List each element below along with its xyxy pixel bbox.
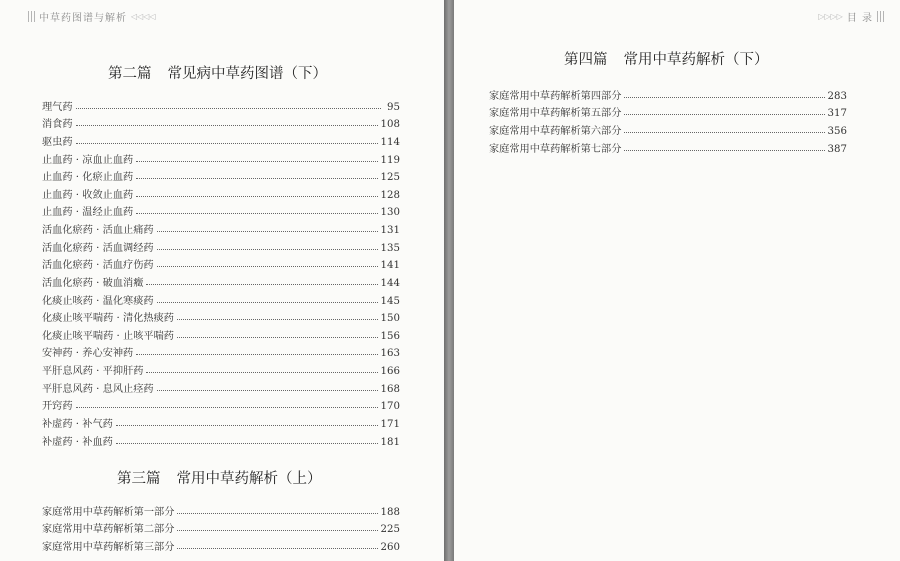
toc-entry-page: 181	[380, 436, 400, 448]
toc-entry-page: 141	[380, 260, 400, 272]
left-running-head-text: 中草药图谱与解析	[39, 13, 127, 24]
toc-entry-title: 化痰止咳平喘药 · 止咳平喘药	[42, 330, 174, 342]
toc-entry-page: 131	[380, 225, 400, 236]
dot-leader	[624, 132, 824, 133]
toc-entry-page: 128	[380, 189, 400, 201]
toc-entry[interactable]	[42, 342, 400, 360]
dot-leader	[136, 161, 377, 162]
section2-heading	[108, 62, 327, 83]
toc-entry-title: 消食药	[42, 119, 73, 131]
section2-toc	[42, 95, 400, 448]
section2-title: 常见病中草药图谱（下）	[167, 66, 327, 82]
toc-entry[interactable]	[489, 119, 847, 137]
toc-entry-page: 163	[380, 348, 400, 360]
dot-leader	[116, 425, 378, 426]
section4-title: 常用中草药解析（下）	[623, 52, 769, 68]
toc-entry[interactable]	[42, 518, 400, 536]
toc-entry-page: 168	[380, 383, 400, 395]
toc-entry[interactable]	[42, 535, 400, 553]
toc-entry[interactable]	[42, 254, 400, 272]
toc-entry-title: 止血药 · 温经止血药	[42, 207, 134, 219]
toc-entry[interactable]	[42, 412, 400, 430]
toc-entry-title: 平肝息风药 · 息风止痉药	[42, 383, 154, 395]
right-running-head-text: 目 录	[846, 13, 873, 24]
toc-entry-page: 150	[380, 313, 400, 325]
toc-entry-title: 开窍药	[42, 401, 73, 413]
toc-entry-page: 119	[380, 154, 400, 166]
dot-leader	[624, 114, 824, 115]
toc-entry[interactable]	[42, 500, 400, 518]
toc-entry-title: 活血化瘀药 · 破血消癥	[42, 277, 144, 289]
section3-title: 常用中草药解析（上）	[176, 471, 322, 487]
toc-entry-page: 144	[380, 277, 400, 289]
dot-leader	[624, 150, 824, 151]
toc-entry[interactable]	[42, 271, 400, 289]
toc-entry-title: 家庭常用中草药解析第五部分	[489, 108, 622, 120]
toc-entry[interactable]	[42, 201, 400, 219]
toc-entry-page: 166	[380, 366, 400, 377]
toc-entry[interactable]	[42, 130, 400, 148]
right-page	[454, 0, 900, 561]
section4-label: 第四篇	[564, 52, 608, 68]
dot-leader	[76, 125, 378, 126]
toc-entry[interactable]	[42, 236, 400, 254]
dot-leader	[76, 407, 378, 408]
toc-entry-page: 188	[380, 506, 400, 518]
dot-leader	[177, 337, 378, 338]
dot-leader	[177, 319, 378, 320]
section2-label: 第二篇	[108, 66, 152, 82]
toc-entry[interactable]	[42, 289, 400, 307]
toc-entry-title: 化痰止咳平喘药 · 清化热痰药	[42, 313, 174, 325]
toc-entry-page: 170	[380, 401, 400, 413]
toc-entry-title: 理气药	[42, 101, 73, 113]
left-page	[0, 0, 444, 561]
book-spine	[444, 0, 454, 561]
toc-entry-page: 317	[827, 108, 847, 120]
toc-entry-title: 家庭常用中草药解析第七部分	[489, 143, 622, 155]
dot-leader	[157, 390, 378, 391]
toc-entry[interactable]	[489, 102, 847, 120]
toc-entry-page: 156	[380, 330, 400, 342]
toc-entry-title: 止血药 · 收敛止血药	[42, 189, 134, 201]
dot-leader	[136, 354, 377, 355]
toc-entry-title: 家庭常用中草药解析第一部分	[42, 506, 175, 518]
toc-entry-title: 补虚药 · 补血药	[42, 436, 113, 448]
toc-entry-page: 95	[387, 101, 400, 113]
toc-entry-title: 家庭常用中草药解析第三部分	[42, 541, 175, 553]
toc-entry-title: 家庭常用中草药解析第四部分	[489, 90, 622, 102]
toc-entry-page: 108	[380, 119, 400, 131]
toc-entry[interactable]	[42, 377, 400, 395]
left-running-head	[28, 9, 156, 24]
dot-leader	[136, 178, 377, 179]
section3-toc	[42, 500, 400, 553]
toc-entry[interactable]	[42, 324, 400, 342]
toc-entry-page: 225	[380, 524, 400, 536]
toc-entry-title: 止血药 · 化瘀止血药	[42, 172, 134, 184]
toc-entry-title: 平肝息风药 · 平抑肝药	[42, 366, 144, 377]
toc-entry[interactable]	[42, 113, 400, 131]
dot-leader	[76, 108, 381, 109]
bars-ornament	[877, 11, 884, 22]
toc-entry[interactable]	[42, 218, 400, 236]
toc-entry-page: 283	[827, 90, 847, 102]
toc-entry[interactable]	[42, 430, 400, 448]
toc-entry-title: 止血药 · 凉血止血药	[42, 154, 134, 166]
dot-leader	[136, 213, 377, 214]
section4-heading	[564, 48, 769, 69]
arrows-right-icon: ▷▷▷▷	[818, 12, 843, 21]
toc-entry[interactable]	[42, 307, 400, 325]
dot-leader	[157, 249, 378, 250]
dot-leader	[157, 302, 378, 303]
toc-entry[interactable]	[489, 84, 847, 102]
dot-leader	[157, 231, 378, 232]
arrows-left-icon: ◁◁◁◁	[131, 12, 156, 21]
toc-entry-page: 114	[380, 136, 400, 148]
toc-entry-title: 化痰止咳药 · 温化寒痰药	[42, 295, 154, 307]
toc-entry-page: 145	[380, 295, 400, 307]
toc-entry-page: 260	[380, 541, 400, 553]
dot-leader	[624, 97, 824, 98]
dot-leader	[146, 372, 377, 373]
bars-ornament	[28, 11, 35, 22]
toc-entry-title: 活血化瘀药 · 活血疗伤药	[42, 260, 154, 272]
toc-entry-title: 安神药 · 养心安神药	[42, 348, 134, 360]
toc-entry[interactable]	[42, 183, 400, 201]
dot-leader	[177, 530, 377, 531]
toc-entry-title: 家庭常用中草药解析第二部分	[42, 524, 175, 536]
toc-entry[interactable]	[489, 137, 847, 155]
dot-leader	[177, 513, 377, 514]
toc-entry[interactable]	[42, 148, 400, 166]
toc-entry-title: 活血化瘀药 · 活血止痛药	[42, 225, 154, 236]
toc-entry-page: 387	[827, 143, 847, 155]
toc-entry-page: 356	[827, 125, 847, 137]
toc-entry[interactable]	[42, 95, 400, 113]
toc-entry-page: 135	[380, 242, 400, 254]
dot-leader	[136, 196, 377, 197]
dot-leader	[157, 266, 378, 267]
toc-entry[interactable]	[42, 166, 400, 184]
toc-entry[interactable]	[42, 359, 400, 377]
toc-entry-title: 家庭常用中草药解析第六部分	[489, 125, 622, 137]
dot-leader	[146, 284, 377, 285]
section3-label: 第三篇	[117, 471, 161, 487]
section3-heading	[117, 467, 322, 488]
toc-entry-page: 171	[380, 418, 400, 430]
right-running-head	[818, 9, 884, 24]
toc-entry-page: 130	[380, 207, 400, 219]
dot-leader	[177, 548, 377, 549]
dot-leader	[76, 143, 378, 144]
section4-toc	[489, 84, 847, 155]
toc-entry-title: 驱虫药	[42, 136, 73, 148]
toc-entry-page: 125	[380, 172, 400, 184]
dot-leader	[116, 443, 378, 444]
toc-entry-title: 活血化瘀药 · 活血调经药	[42, 242, 154, 254]
toc-entry[interactable]	[42, 395, 400, 413]
toc-entry-title: 补虚药 · 补气药	[42, 418, 113, 430]
